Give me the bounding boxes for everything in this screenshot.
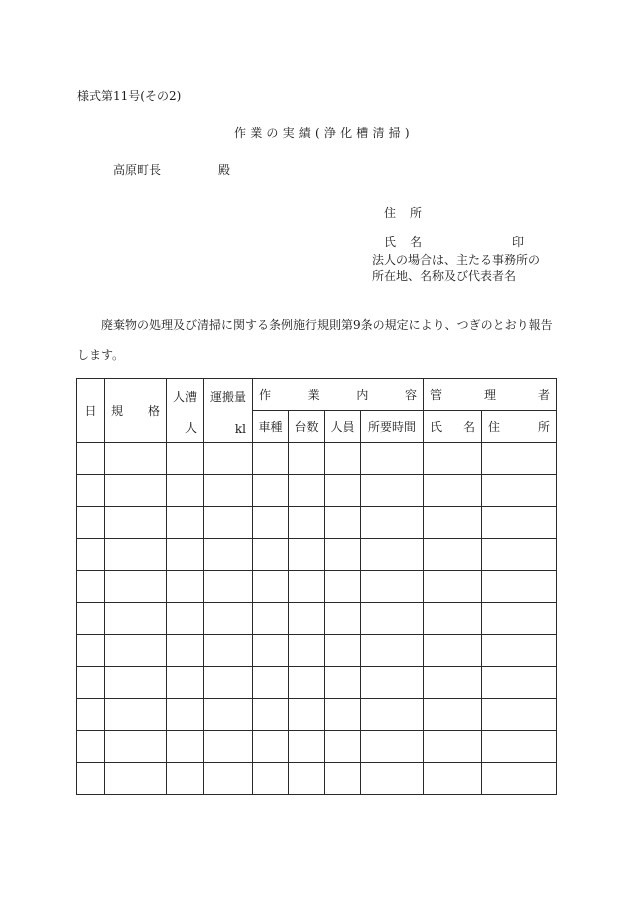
users-cell[interactable] — [167, 763, 204, 795]
vehicle-count-cell[interactable] — [289, 635, 325, 667]
header-manager-address: 住 所 — [482, 411, 557, 443]
header-volume: 運搬量 kl — [204, 379, 253, 443]
manager-address-cell[interactable] — [482, 571, 557, 603]
table-row — [77, 635, 557, 667]
manager-name-cell[interactable] — [424, 635, 482, 667]
addressee: 高原町長 — [113, 163, 162, 177]
volume-cell[interactable] — [204, 443, 253, 475]
header-vehicle-count: 台数 — [289, 411, 325, 443]
manager-address-cell[interactable] — [482, 667, 557, 699]
day-cell[interactable] — [77, 539, 105, 571]
spec-cell[interactable] — [105, 571, 167, 603]
table-row — [77, 443, 557, 475]
body-text: 廃棄物の処理及び清掃に関する条例施行規則第9条の規定により、つぎのとおり報告します。 — [77, 318, 553, 362]
manager-name-cell[interactable] — [424, 731, 482, 763]
staff-cell[interactable] — [325, 475, 361, 507]
staff-cell[interactable] — [325, 603, 361, 635]
time-cell[interactable] — [361, 699, 424, 731]
spec-cell[interactable] — [105, 443, 167, 475]
users-cell[interactable] — [167, 443, 204, 475]
manager-address-cell[interactable] — [482, 443, 557, 475]
vehicle-count-cell[interactable] — [289, 475, 325, 507]
manager-address-cell[interactable] — [482, 635, 557, 667]
day-cell[interactable] — [77, 731, 105, 763]
page-title: 作業の実績(浄化槽清掃) — [234, 126, 414, 140]
spec-cell[interactable] — [105, 475, 167, 507]
vehicle-type-cell[interactable] — [253, 539, 289, 571]
users-cell[interactable] — [167, 603, 204, 635]
day-cell[interactable] — [77, 571, 105, 603]
volume-cell[interactable] — [204, 667, 253, 699]
volume-cell[interactable] — [204, 731, 253, 763]
time-cell[interactable] — [361, 603, 424, 635]
day-cell[interactable] — [77, 443, 105, 475]
vehicle-count-cell[interactable] — [289, 571, 325, 603]
volume-cell[interactable] — [204, 507, 253, 539]
users-cell[interactable] — [167, 635, 204, 667]
table-row — [77, 475, 557, 507]
header-users: 人漕 人 — [167, 379, 204, 443]
volume-cell[interactable] — [204, 475, 253, 507]
staff-cell[interactable] — [325, 699, 361, 731]
vehicle-type-cell[interactable] — [253, 731, 289, 763]
time-cell[interactable] — [361, 443, 424, 475]
honorific: 殿 — [218, 163, 231, 177]
volume-cell[interactable] — [204, 699, 253, 731]
vehicle-type-cell[interactable] — [253, 475, 289, 507]
day-cell[interactable] — [77, 507, 105, 539]
corporate-note: 法人の場合は、主たる事務所の所在地、名称及び代表者名 — [372, 253, 541, 283]
manager-name-cell[interactable] — [424, 571, 482, 603]
header-spec: 規 格 — [105, 379, 167, 443]
time-cell[interactable] — [361, 635, 424, 667]
table-row — [77, 667, 557, 699]
volume-cell[interactable] — [204, 603, 253, 635]
spec-cell[interactable] — [105, 667, 167, 699]
volume-cell[interactable] — [204, 571, 253, 603]
manager-name-cell[interactable] — [424, 443, 482, 475]
users-cell[interactable] — [167, 667, 204, 699]
table-row — [77, 571, 557, 603]
address-label: 住所 — [384, 206, 437, 220]
vehicle-count-cell[interactable] — [289, 763, 325, 795]
manager-address-cell[interactable] — [482, 539, 557, 571]
header-time-required: 所要時間 — [361, 411, 424, 443]
time-cell[interactable] — [361, 539, 424, 571]
day-cell[interactable] — [77, 667, 105, 699]
vehicle-count-cell[interactable] — [289, 667, 325, 699]
table-row — [77, 507, 557, 539]
day-cell[interactable] — [77, 475, 105, 507]
time-cell[interactable] — [361, 731, 424, 763]
manager-name-cell[interactable] — [424, 507, 482, 539]
vehicle-type-cell[interactable] — [253, 763, 289, 795]
vehicle-count-cell[interactable] — [289, 507, 325, 539]
manager-name-cell[interactable] — [424, 539, 482, 571]
day-cell[interactable] — [77, 699, 105, 731]
manager-name-cell[interactable] — [424, 699, 482, 731]
header-manager: 管 理 者 — [424, 379, 557, 411]
manager-address-cell[interactable] — [482, 731, 557, 763]
vehicle-type-cell[interactable] — [253, 635, 289, 667]
manager-name-cell[interactable] — [424, 763, 482, 795]
time-cell[interactable] — [361, 667, 424, 699]
spec-cell[interactable] — [105, 603, 167, 635]
header-staff: 人員 — [325, 411, 361, 443]
vehicle-type-cell[interactable] — [253, 603, 289, 635]
spec-cell[interactable] — [105, 507, 167, 539]
volume-cell[interactable] — [204, 539, 253, 571]
volume-cell[interactable] — [204, 635, 253, 667]
manager-address-cell[interactable] — [482, 603, 557, 635]
header-work-content: 作 業 内 容 — [253, 379, 424, 411]
spec-cell[interactable] — [105, 731, 167, 763]
users-cell[interactable] — [167, 507, 204, 539]
table-row — [77, 603, 557, 635]
users-cell[interactable] — [167, 699, 204, 731]
header-manager-name: 氏 名 — [424, 411, 482, 443]
staff-cell[interactable] — [325, 507, 361, 539]
vehicle-type-cell[interactable] — [253, 699, 289, 731]
users-cell[interactable] — [167, 539, 204, 571]
table-row — [77, 539, 557, 571]
time-cell[interactable] — [361, 571, 424, 603]
manager-name-cell[interactable] — [424, 603, 482, 635]
staff-cell[interactable] — [325, 763, 361, 795]
vehicle-count-cell[interactable] — [289, 731, 325, 763]
header-vehicle-type: 車種 — [253, 411, 289, 443]
users-cell[interactable] — [167, 731, 204, 763]
vehicle-count-cell[interactable] — [289, 443, 325, 475]
report-table — [76, 378, 557, 795]
vehicle-count-cell[interactable] — [289, 699, 325, 731]
manager-address-cell[interactable] — [482, 507, 557, 539]
staff-cell[interactable] — [325, 667, 361, 699]
staff-cell[interactable] — [325, 731, 361, 763]
manager-name-cell[interactable] — [424, 667, 482, 699]
vehicle-type-cell[interactable] — [253, 443, 289, 475]
manager-address-cell[interactable] — [482, 763, 557, 795]
users-cell[interactable] — [167, 475, 204, 507]
spec-cell[interactable] — [105, 763, 167, 795]
staff-cell[interactable] — [325, 635, 361, 667]
time-cell[interactable] — [361, 475, 424, 507]
vehicle-type-cell[interactable] — [253, 667, 289, 699]
time-cell[interactable] — [361, 507, 424, 539]
volume-cell[interactable] — [204, 763, 253, 795]
staff-cell[interactable] — [325, 571, 361, 603]
vehicle-count-cell[interactable] — [289, 603, 325, 635]
day-cell[interactable] — [77, 763, 105, 795]
time-cell[interactable] — [361, 763, 424, 795]
manager-address-cell[interactable] — [482, 475, 557, 507]
spec-cell[interactable] — [105, 635, 167, 667]
table-row — [77, 731, 557, 763]
form-number: 様式第11号(その2) — [77, 89, 182, 103]
staff-cell[interactable] — [325, 443, 361, 475]
vehicle-count-cell[interactable] — [289, 539, 325, 571]
day-cell[interactable] — [77, 635, 105, 667]
manager-name-cell[interactable] — [424, 475, 482, 507]
spec-cell[interactable] — [105, 699, 167, 731]
table-row — [77, 763, 557, 795]
vehicle-type-cell[interactable] — [253, 507, 289, 539]
header-day: 日 — [77, 379, 105, 443]
table-row — [77, 699, 557, 731]
day-cell[interactable] — [77, 603, 105, 635]
seal-mark: 印 — [512, 235, 525, 249]
manager-address-cell[interactable] — [482, 699, 557, 731]
staff-cell[interactable] — [325, 539, 361, 571]
name-label: 氏名 — [384, 235, 437, 249]
spec-cell[interactable] — [105, 539, 167, 571]
users-cell[interactable] — [167, 571, 204, 603]
vehicle-type-cell[interactable] — [253, 571, 289, 603]
